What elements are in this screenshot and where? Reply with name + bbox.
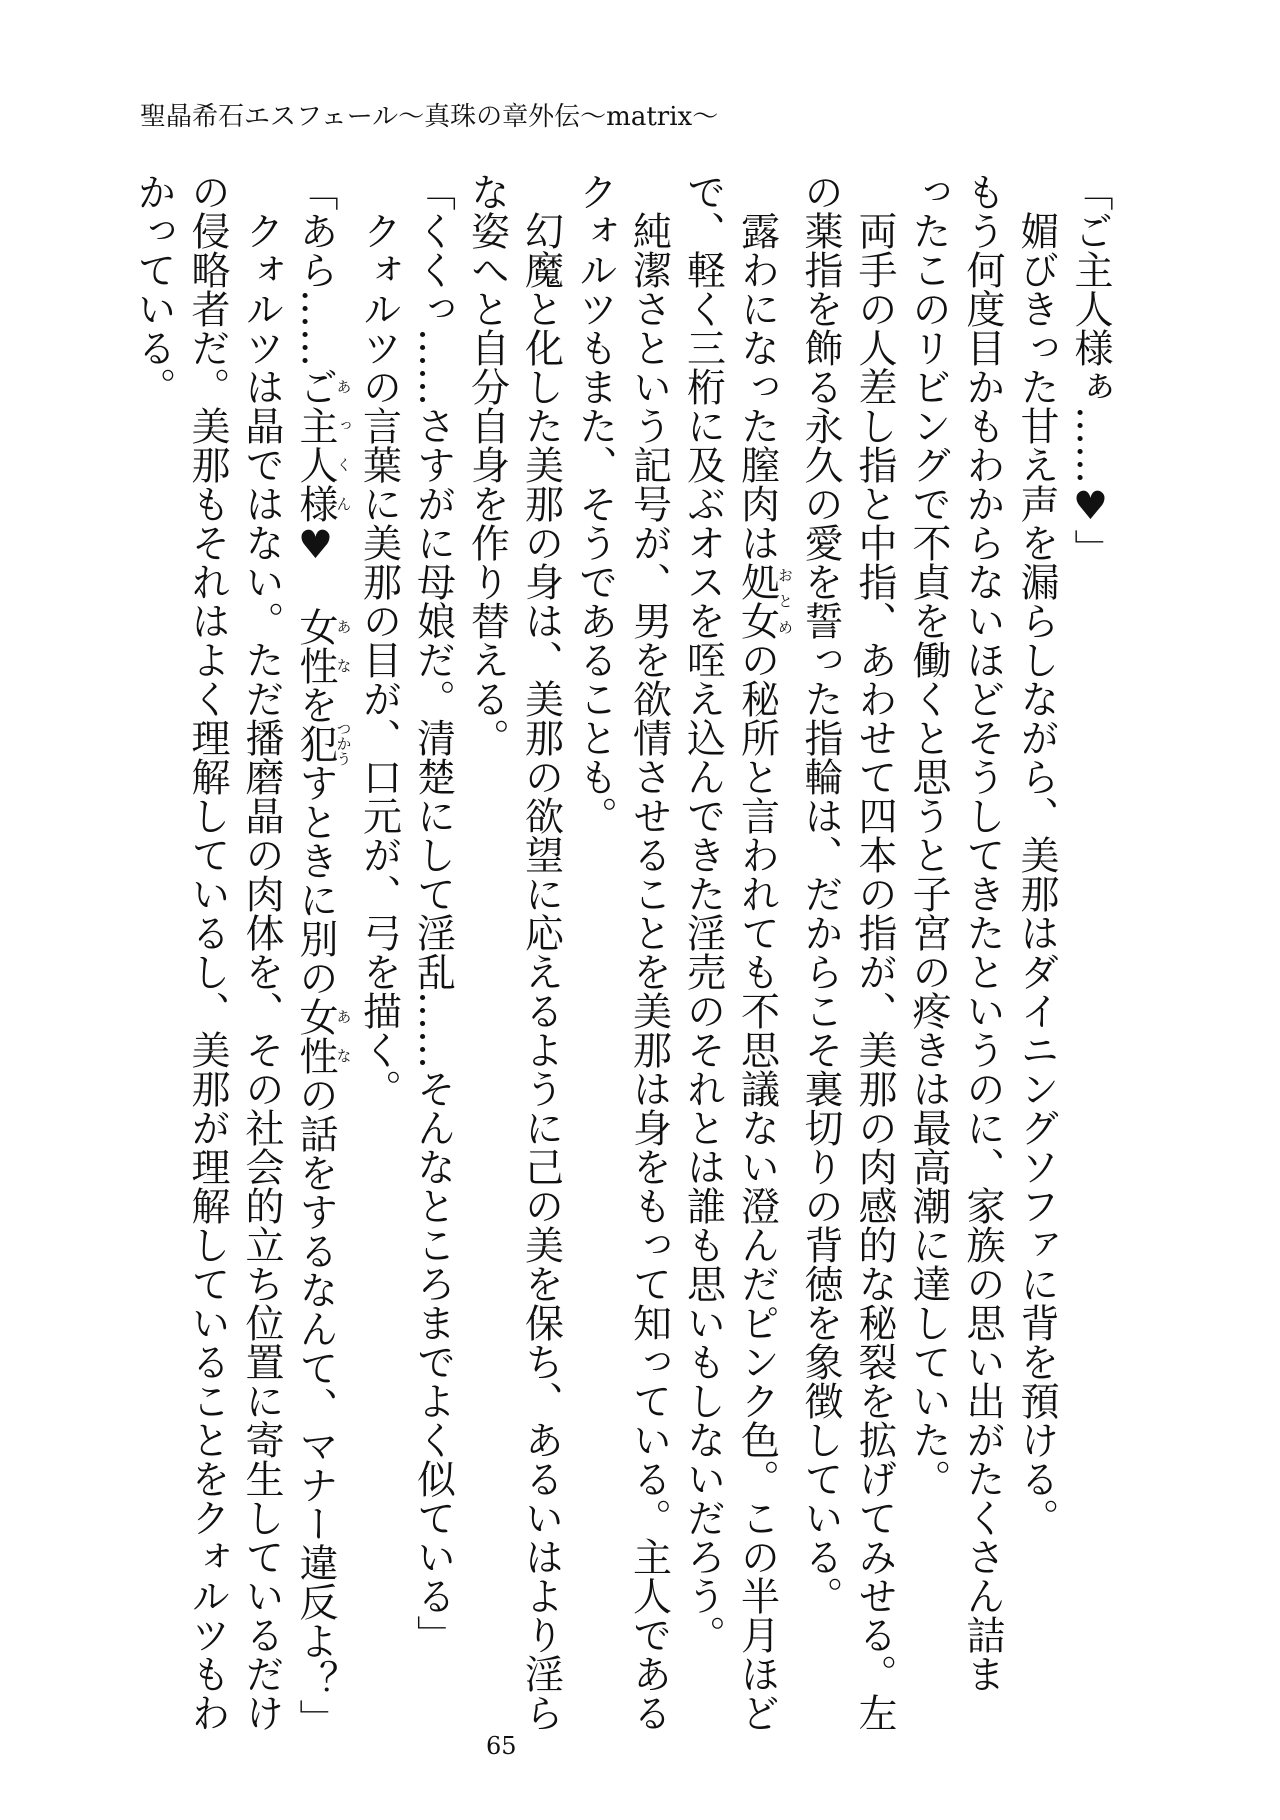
- running-header: 聖晶希石エスフェール～真珠の章外伝～matrix～: [140, 102, 719, 132]
- ruby-base: 女性: [293, 997, 338, 1075]
- text-column: [676, 172, 730, 1752]
- text-column: [1009, 172, 1063, 1752]
- ruby-reading: あな: [334, 607, 353, 685]
- body-text: [126, 172, 1117, 1752]
- text-segment: を: [293, 685, 338, 724]
- text-segment: な姿へと自分自身を作り替える。: [464, 172, 510, 757]
- text-column: [234, 172, 288, 1752]
- text-column: [288, 172, 352, 1752]
- ruby-base: ご主人様: [293, 367, 338, 523]
- ruby-reading: つかう: [334, 721, 353, 766]
- text-segment: かっている。: [131, 172, 176, 406]
- ruby-base: 処女: [734, 562, 780, 640]
- text-segment: クォルツもまた、そうであることも。: [572, 172, 618, 835]
- ruby-annotated-text: [293, 367, 353, 523]
- text-segment: の侵略者だ。美那もそれはよく理解しているし、美那が理解していることをクォルツもわ: [185, 172, 230, 1732]
- text-segment: 「あら……: [293, 172, 338, 367]
- ruby-annotated-text: [734, 562, 794, 640]
- text-column: [406, 172, 460, 1752]
- text-column: [622, 172, 676, 1752]
- text-segment: 純潔さという記号が、男を欲情させることを美那は身をもって知っている。主人である: [626, 211, 672, 1732]
- text-column: [901, 172, 955, 1752]
- text-column: [352, 172, 406, 1752]
- text-segment: 「ご主人様ぁ……♥」: [1068, 172, 1113, 568]
- text-column: [793, 172, 847, 1752]
- text-segment: 幻魔と化した美那の身は、美那の欲望に応えるように己の美を保ち、あるいはより淫ら: [518, 211, 564, 1732]
- text-segment: 露わになった膣肉は: [734, 211, 780, 562]
- text-segment: の薬指を飾る永久の愛を誓った指輪は、だからこそ裏切りの背徳を象徴している。: [798, 172, 843, 1615]
- text-column: [847, 172, 901, 1752]
- text-segment: の秘所と言われても不思議ない澄んだピンク色。この半月ほど: [734, 640, 780, 1732]
- ruby-annotated-text: [293, 997, 353, 1075]
- ruby-base: 女性: [293, 607, 338, 685]
- text-segment: 両手の人差し指と中指、あわせて四本の指が、美那の肉感的な秘裂を拡げてみせる。左: [852, 211, 897, 1732]
- text-segment: もう何度目かもわからないほどそうしてきたというのに、家族の思い出がたくさん詰ま: [960, 172, 1005, 1693]
- text-column: [568, 172, 622, 1752]
- text-segment: 媚びきった甘え声を漏らしながら、美那はダイニングソファに背を預ける。: [1014, 211, 1059, 1537]
- ruby-annotated-text: [293, 607, 353, 685]
- text-column: [730, 172, 794, 1752]
- text-segment: ♥: [293, 523, 338, 607]
- text-column: [180, 172, 234, 1752]
- text-column: [1063, 172, 1117, 1752]
- ruby-reading: あっくん: [334, 367, 353, 523]
- text-column: [460, 172, 514, 1752]
- text-column: [955, 172, 1009, 1752]
- text-segment: で、軽く三桁に及ぶオスを咥え込んできた淫売のそれとは誰も思いもしないだろう。: [680, 172, 726, 1654]
- page-number: 65: [486, 1732, 517, 1760]
- ruby-base: 犯: [293, 721, 338, 766]
- ruby-reading: おとめ: [776, 562, 794, 640]
- text-segment: クォルツの言葉に美那の目が、口元が、弓を描く。: [356, 211, 402, 1108]
- text-column: [514, 172, 568, 1752]
- text-segment: ったこのリビングで不貞を働くと思うと子宮の疼きは最高潮に達していた。: [906, 172, 951, 1498]
- text-segment: の話をするなんて、マナー違反よ？」: [293, 1075, 338, 1738]
- ruby-annotated-text: [293, 721, 353, 766]
- text-segment: すときに別の: [293, 763, 338, 997]
- ruby-reading: あな: [334, 997, 353, 1075]
- text-column: [126, 172, 180, 1752]
- text-segment: クォルツは晶ではない。ただ播磨晶の肉体を、その社会的立ち位置に寄生しているだけ: [239, 211, 284, 1732]
- text-segment: 「くくっ……さすがに母娘だ。清楚にして淫乱……そんなところまでよく似ている」: [410, 172, 456, 1654]
